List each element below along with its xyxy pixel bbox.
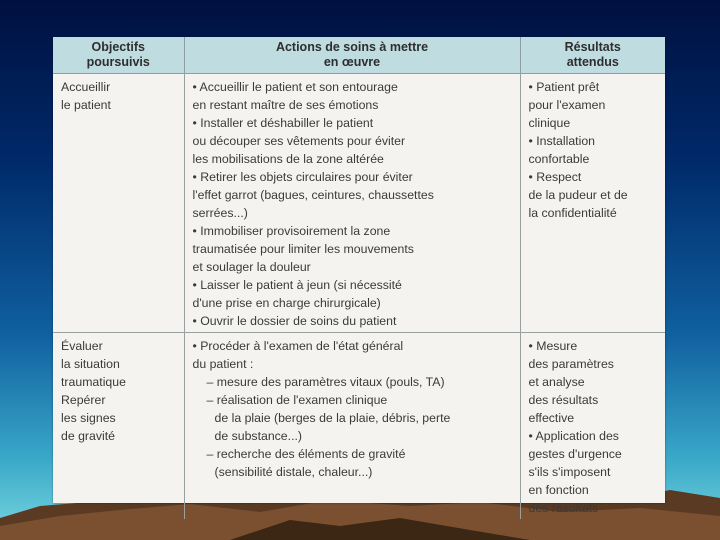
header-line: Actions de soins à mettre <box>275 40 429 54</box>
resultats-line: pour l'examen <box>528 98 606 112</box>
actions-line: de la plaie (berges de la plaie, débris, perte <box>214 411 451 425</box>
header-line: attendus <box>566 55 619 69</box>
resultats-line: des paramètres <box>528 357 614 371</box>
header-resultats <box>520 37 665 74</box>
resultats-line: des résultats <box>528 393 599 407</box>
actions-line: • Installer et déshabiller le patient <box>192 116 374 130</box>
resultats-line: de la pudeur et de <box>528 188 628 202</box>
cell-resultats <box>520 74 665 333</box>
actions-line: • Retirer les objets circulaires pour éviter <box>192 170 413 184</box>
resultats-line: clinique <box>528 116 571 130</box>
actions-line: et soulager la douleur <box>192 260 311 274</box>
table-header-row <box>53 37 665 74</box>
table-body <box>53 74 665 520</box>
cell-objectif <box>53 333 184 520</box>
actions-line: – mesure des paramètres vitaux (pouls, TA) <box>206 375 445 389</box>
resultats-line: en fonction <box>528 483 589 497</box>
header-line: poursuivis <box>86 55 150 69</box>
actions-line: • Laisser le patient à jeun (si nécessité <box>192 278 402 292</box>
actions-line: ou découper ses vêtements pour éviter <box>192 134 406 148</box>
actions-line: serrées...) <box>192 206 248 220</box>
care-plan-document <box>53 37 665 515</box>
cell-actions <box>184 333 520 520</box>
objectif-line: Évaluer <box>61 339 103 353</box>
resultats-line: des résultats <box>528 501 599 515</box>
resultats-line: • Respect <box>528 170 582 184</box>
header-line: Résultats <box>564 40 621 54</box>
actions-line: – recherche des éléments de gravité <box>206 447 406 461</box>
care-plan-table <box>53 37 665 519</box>
actions-line: les mobilisations de la zone altérée <box>192 152 384 166</box>
actions-line: • Ouvrir le dossier de soins du patient <box>192 314 397 328</box>
objectif-line: le patient <box>61 98 111 112</box>
resultats-line: gestes d'urgence <box>528 447 622 461</box>
resultats-line: effective <box>528 411 575 425</box>
actions-line: du patient : <box>192 357 254 371</box>
actions-line: l'effet garrot (bagues, ceintures, chaussettes <box>192 188 434 202</box>
header-line: Objectifs <box>91 40 145 54</box>
table-row <box>53 333 665 520</box>
resultats-line: la confidentialité <box>528 206 617 220</box>
objectif-line: Accueillir <box>61 80 111 94</box>
actions-line: traumatisée pour limiter les mouvements <box>192 242 414 256</box>
cell-objectif <box>53 74 184 333</box>
actions-line: • Accueillir le patient et son entourage <box>192 80 398 94</box>
header-actions <box>184 37 520 74</box>
table-row <box>53 74 665 333</box>
objectif-line: la situation <box>61 357 120 371</box>
actions-line: d'une prise en charge chirurgicale) <box>192 296 381 310</box>
objectif-line: Repérer <box>61 393 106 407</box>
resultats-line: s'ils s'imposent <box>528 465 611 479</box>
actions-line: en restant maître de ses émotions <box>192 98 379 112</box>
objectif-line: les signes <box>61 411 116 425</box>
cell-resultats <box>520 333 665 520</box>
actions-line: – réalisation de l'examen clinique <box>206 393 388 407</box>
cell-actions <box>184 74 520 333</box>
actions-line: • Procéder à l'examen de l'état général <box>192 339 404 353</box>
resultats-line: • Mesure <box>528 339 578 353</box>
actions-line: (sensibilité distale, chaleur...) <box>214 465 373 479</box>
resultats-line: • Installation <box>528 134 596 148</box>
objectif-line: de gravité <box>61 429 116 443</box>
resultats-line: • Patient prêt <box>528 80 600 94</box>
objectif-line: traumatique <box>61 375 126 389</box>
resultats-line: • Application des <box>528 429 619 443</box>
header-objectifs <box>53 37 184 74</box>
resultats-line: et analyse <box>528 375 585 389</box>
actions-line: de substance...) <box>214 429 302 443</box>
resultats-line: confortable <box>528 152 590 166</box>
actions-line: • Immobiliser provisoirement la zone <box>192 224 391 238</box>
header-line: en œuvre <box>323 55 381 69</box>
